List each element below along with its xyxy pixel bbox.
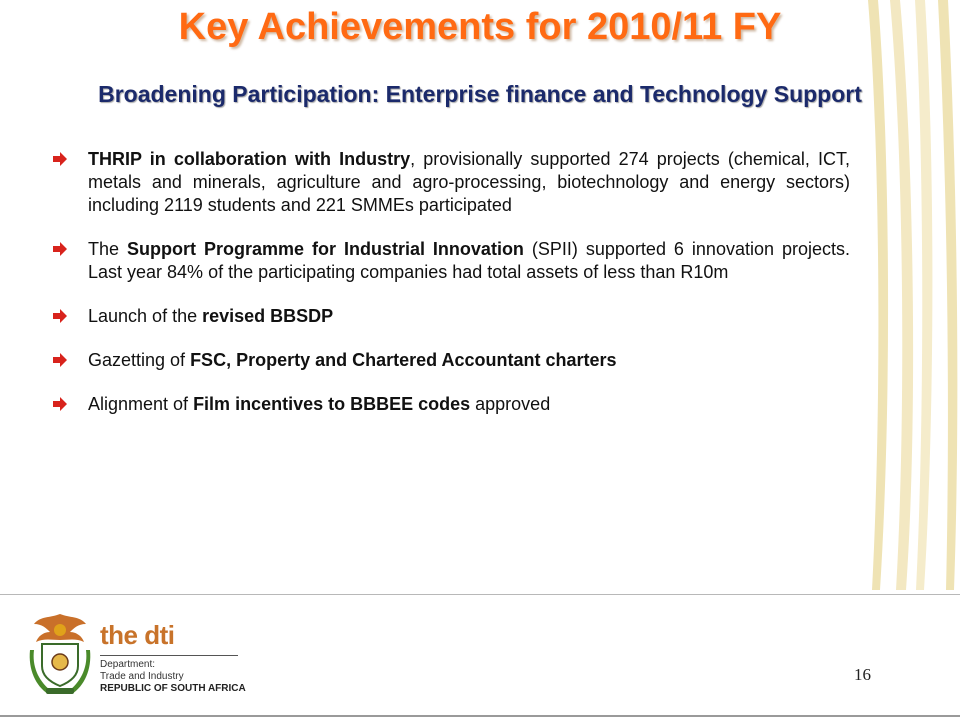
bullet-text-run: (SPII) supported 6 innovation projects. Last year 84% of the participating companies had total assets of less than R10m [88,239,850,282]
footer-divider [0,594,960,595]
arrow-bullet-icon [52,397,68,411]
bullet-text-run: The [88,239,127,259]
bullet-item [52,349,850,372]
brand-trade-industry: Trade and Industry [100,671,184,682]
bullet-text-run: Launch of the [88,306,203,326]
page-number: 16 [854,665,871,684]
bullet-text [88,148,850,217]
arrow-bullet-icon [52,242,68,256]
bullet-text-bold: Support Programme for Industrial Innovation [127,239,524,259]
bullet-text-bold: FSC, Property and Chartered Accountant charters [190,350,617,370]
arrow-bullet-icon [52,152,68,166]
arrow-bullet-icon [52,353,68,367]
bullet-text-run: approved [470,394,551,414]
bullet-text-run: Alignment of [88,394,194,414]
bullet-item [52,305,850,328]
slide-subtitle: Broadening Participation: Enterprise finance and Technology Support [98,81,862,107]
bottom-line [0,715,960,717]
bullet-item [52,393,850,416]
bullet-item [52,148,850,217]
bullet-text-bold: revised BBSDP [202,306,334,326]
bullet-text [88,349,850,372]
bullet-text-bold: THRIP in collaboration with Industry [88,149,411,169]
bullet-item [52,238,850,284]
dti-logo [100,620,246,695]
bullet-text-bold: Film incentives to BBBEE codes [193,394,471,414]
brand-republic: REPUBLIC OF SOUTH AFRICA [100,683,246,694]
brand-name: the dti [100,620,175,650]
slide-title: Key Achievements for 2010/11 FY [178,6,782,48]
brand-rule [100,655,238,656]
bullet-text [88,393,850,416]
bullet-text [88,238,850,284]
coat-of-arms-icon [28,610,92,696]
arrow-bullet-icon [52,309,68,323]
bullet-list [52,148,850,437]
bullet-text-run: , provisionally supported 274 projects (chemical, ICT, metals and minerals, agriculture and agro-processing, biotechnology and energy sectors) including 2119 students and 221 SMMEs participated [88,149,850,215]
bullet-text [88,305,850,328]
bullet-text-run: Gazetting of [88,350,191,370]
brand-department: Department: [100,659,156,670]
